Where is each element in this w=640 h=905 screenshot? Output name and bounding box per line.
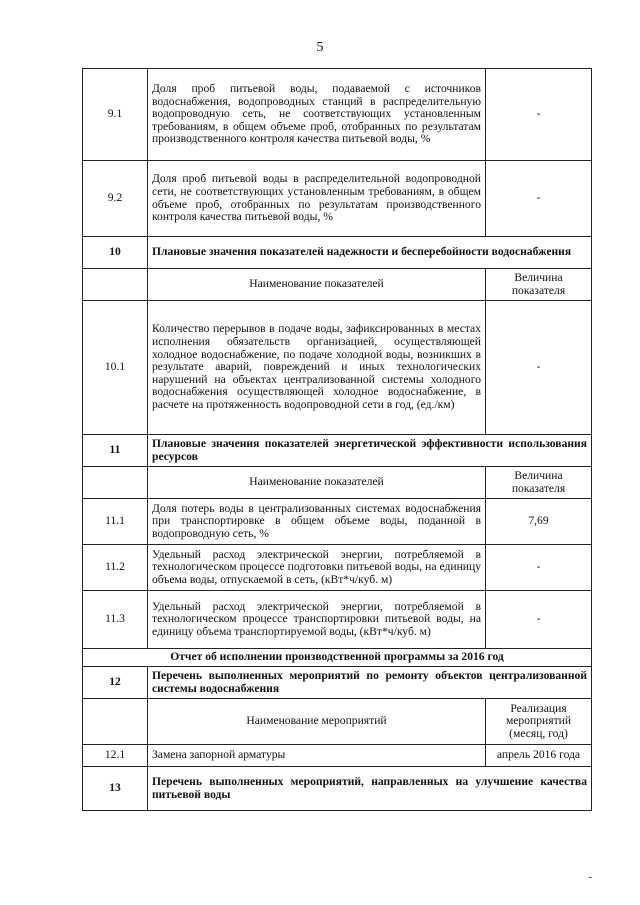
- header-blank: [83, 467, 148, 499]
- table-row: [83, 591, 592, 649]
- column-header-value: Величина показателя: [486, 467, 592, 499]
- table-row: [83, 745, 592, 767]
- section-title: Перечень выполненных мероприятий по ремонту объектов централизованной системы водоснабжения: [148, 667, 592, 699]
- table-row: [83, 69, 592, 161]
- row-number: 11.1: [83, 499, 148, 545]
- row-number: 10.1: [83, 301, 148, 435]
- section-row: [83, 767, 592, 811]
- row-number: 11.2: [83, 545, 148, 591]
- header-row: [83, 699, 592, 745]
- indicator-value: -: [486, 69, 592, 161]
- indicator-value: -: [486, 161, 592, 237]
- column-header-name: Наименование мероприятий: [148, 699, 486, 745]
- section-number: 13: [83, 767, 148, 811]
- indicator-text: Количество перерывов в подаче воды, зафиксированных в местах исполнения обязательств организацией, осуществляющей холодное водоснабжение, по подаче холодной воды, возникших в результате аварий, повреждений и иных технологических нарушений на объектах централизованной системы холодного водоснабжения осуществляющей холодное водоснабжение, в расчете на протяженность водопроводной сети в год, (ед./км): [148, 301, 486, 435]
- section-title: Перечень выполненных мероприятий, направленных на улучшение качества питьевой воды: [148, 767, 592, 811]
- indicator-text: Удельный расход электрической энергии, потребляемой в технологическом процессе подготовки питьевой воды, на единицу объема воды, отпускаемой в сеть, (кВт*ч/куб. м): [148, 545, 486, 591]
- indicator-text: Доля проб питьевой воды, подаваемой с источников водоснабжения, водопроводных станций в распределительную водопроводную сеть, не соответствующих установленным требованиям, в общем объеме проб, отобранных по результатам производственного контроля качества питьевой воды, %: [148, 69, 486, 161]
- section-title: Плановые значения показателей надежности и бесперебойности водоснабжения: [148, 237, 592, 269]
- header-row: [83, 269, 592, 301]
- report-title-row: [83, 649, 592, 667]
- table-row: [83, 499, 592, 545]
- table-row: [83, 301, 592, 435]
- section-number: 10: [83, 237, 148, 269]
- header-blank: [83, 269, 148, 301]
- column-header-value: Реализация мероприятий (месяц, год): [486, 699, 592, 745]
- measure-date: апрель 2016 года: [486, 745, 592, 767]
- report-title: Отчет об исполнении производственной программы за 2016 год: [83, 649, 592, 667]
- column-header-value: Величина показателя: [486, 269, 592, 301]
- section-row: [83, 237, 592, 269]
- row-number: 9.1: [83, 69, 148, 161]
- page-number: 5: [316, 40, 324, 55]
- table-row: [83, 161, 592, 237]
- measure-text: Замена запорной арматуры: [148, 745, 486, 767]
- row-number: 12.1: [83, 745, 148, 767]
- indicator-text: Доля потерь воды в централизованных системах водоснабжения при транспортировке в общем объеме воды, поданной в водопроводную сеть, %: [148, 499, 486, 545]
- table-row: [83, 545, 592, 591]
- column-header-name: Наименование показателей: [148, 269, 486, 301]
- program-table: [82, 68, 592, 811]
- header-blank: [83, 699, 148, 745]
- section-row: [83, 667, 592, 699]
- footer-mark: -: [588, 872, 592, 883]
- row-number: 11.3: [83, 591, 148, 649]
- section-title: Плановые значения показателей энергетической эффективности использования ресурсов: [148, 435, 592, 467]
- column-header-name: Наименование показателей: [148, 467, 486, 499]
- indicator-value: 7,69: [486, 499, 592, 545]
- indicator-value: -: [486, 545, 592, 591]
- indicator-value: -: [486, 301, 592, 435]
- indicator-text: Удельный расход электрической энергии, потребляемой в технологическом процессе транспортировки питьевой воды, на единицу объема транспортируемой воды, (кВт*ч/куб. м): [148, 591, 486, 649]
- indicator-value: -: [486, 591, 592, 649]
- section-number: 12: [83, 667, 148, 699]
- header-row: [83, 467, 592, 499]
- row-number: 9.2: [83, 161, 148, 237]
- section-row: [83, 435, 592, 467]
- indicator-text: Доля проб питьевой воды в распределительной водопроводной сети, не соответствующих установленным требованиям, в общем объеме проб, отобранных по результатам производственного контроля качества питьевой воды, %: [148, 161, 486, 237]
- section-number: 11: [83, 435, 148, 467]
